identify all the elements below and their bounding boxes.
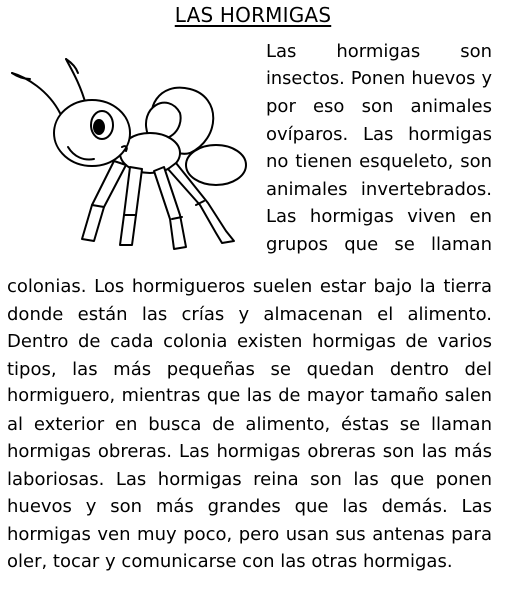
text-line: hormiguero, mientras que las de mayor tamaño salen: [7, 386, 492, 406]
text-line: Dentro de cada colonia existen hormigas de varios: [7, 331, 492, 352]
text-line: grupos que se llaman: [266, 233, 492, 255]
text-line: oler, tocar y comunicarse con las otras hormigas.: [7, 551, 453, 572]
ant-illustration-icon: [8, 55, 253, 265]
text-line: por eso son animales: [266, 96, 492, 117]
text-line: insectos. Ponen huevos y: [266, 68, 492, 89]
page-title: LAS HORMIGAS: [174, 3, 332, 27]
text-line: huevos y son más grandes que las demás. Las: [7, 496, 492, 517]
text-line: laboriosas. Las hormigas reina son las que ponen: [7, 468, 492, 490]
text-line: colonias. Los hormigueros suelen estar bajo la tierra: [7, 276, 492, 297]
text-line: donde están las crías y almacenan el alimento.: [7, 303, 492, 325]
text-line: Las hormigas viven en: [266, 206, 492, 227]
text-line: no tienen esqueleto, son: [266, 151, 492, 172]
intro-text: [266, 38, 492, 258]
text-line: Las hormigas son: [266, 41, 492, 62]
body-text: [7, 273, 492, 576]
text-line: hormigas ven muy poco, pero usan sus antenas para: [7, 523, 492, 545]
text-line: tipos, las más pequeñas se quedan dentro del: [7, 358, 492, 380]
text-line: hormigas obreras. Las hormigas obreras son las más: [7, 441, 492, 462]
text-line: ovíparos. Las hormigas: [266, 123, 492, 145]
text-line: animales invertebrados.: [266, 178, 492, 200]
text-line: al exterior en busca de alimento, éstas se llaman: [7, 413, 492, 435]
